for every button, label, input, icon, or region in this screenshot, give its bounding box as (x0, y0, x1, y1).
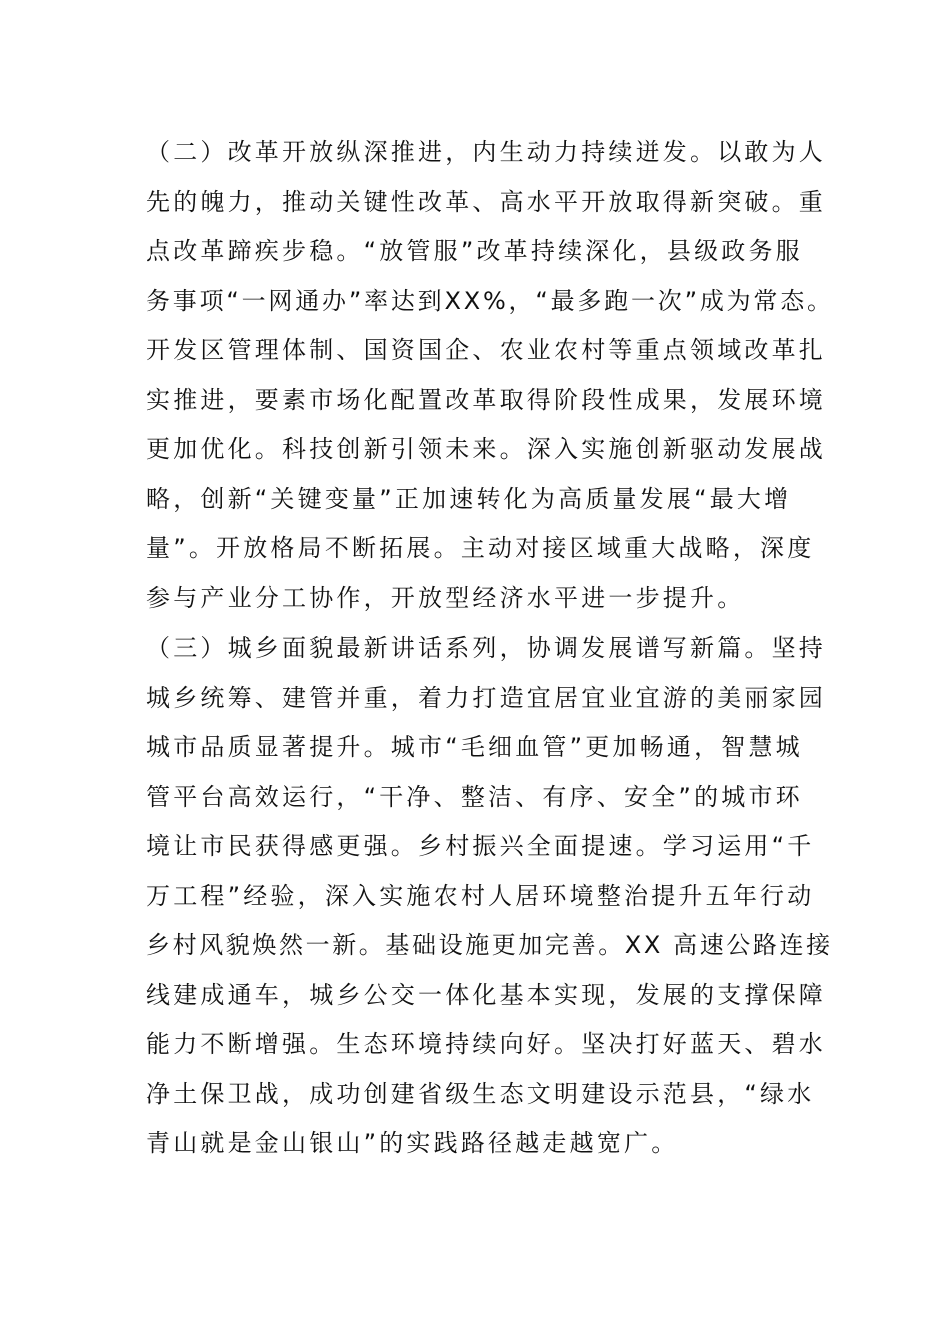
text-line: 略，创新“关键变量”正加速转化为高质量发展“最大增 (146, 484, 792, 513)
text-line: （三）城乡面貌最新讲话系列，协调发展谱写新篇。坚持 (146, 634, 826, 662)
text-line: 实推进，要素市场化配置改革取得阶段性成果，发展环境 (146, 385, 826, 414)
text-line: 能力不断增强。生态环境持续向好。坚决打好蓝天、碧水 (146, 1030, 826, 1058)
text-line: 参与产业分工协作，开放型经济水平进一步提升。 (146, 583, 745, 612)
text-line: 境让市民获得感更强。乡村振兴全面提速。学习运用“千 (146, 832, 815, 860)
text-line: 城市品质显著提升。城市“毛细血管”更加畅通，智慧城 (146, 733, 803, 761)
text-line: 务事项“一网通办”率达到XX%，“最多跑一次”成为常态。 (146, 286, 834, 315)
text-line: 乡村风貌焕然一新。基础设施更加完善。XX 高速公路连接 (146, 931, 833, 959)
text-line: 净土保卫战，成功创建省级生态文明建设示范县，“绿水 (146, 1079, 815, 1108)
text-line: 万工程”经验，深入实施农村人居环境整治提升五年行动 (146, 881, 815, 910)
text-line: 开发区管理体制、国资国企、农业农村等重点领域改革扎 (146, 336, 826, 364)
text-line: 管平台高效运行，“干净、整洁、有序、安全”的城市环 (146, 782, 803, 811)
text-line: 线建成通车，城乡公交一体化基本实现，发展的支撑保障 (146, 980, 826, 1009)
text-line: 青山就是金山银山”的实践路径越走越宽广。 (146, 1129, 679, 1157)
text-line: （二）改革开放纵深推进，内生动力持续迸发。以敢为人 (146, 138, 826, 166)
text-line: 城乡统筹、建管并重，着力打造宜居宜业宜游的美丽家园 (146, 683, 826, 712)
text-line: 量”。开放格局不断拓展。主动对接区域重大战略，深度 (146, 534, 815, 562)
text-line: 更加优化。科技创新引领未来。深入实施创新驱动发展战 (146, 435, 826, 463)
text-line: 先的魄力，推动关键性改革、高水平开放取得新突破。重 (146, 187, 826, 216)
text-line: 点改革蹄疾步稳。“放管服”改革持续深化，县级政务服 (146, 237, 803, 265)
paragraph-section-2 (146, 128, 836, 623)
paragraph-section-3 (146, 624, 836, 1169)
